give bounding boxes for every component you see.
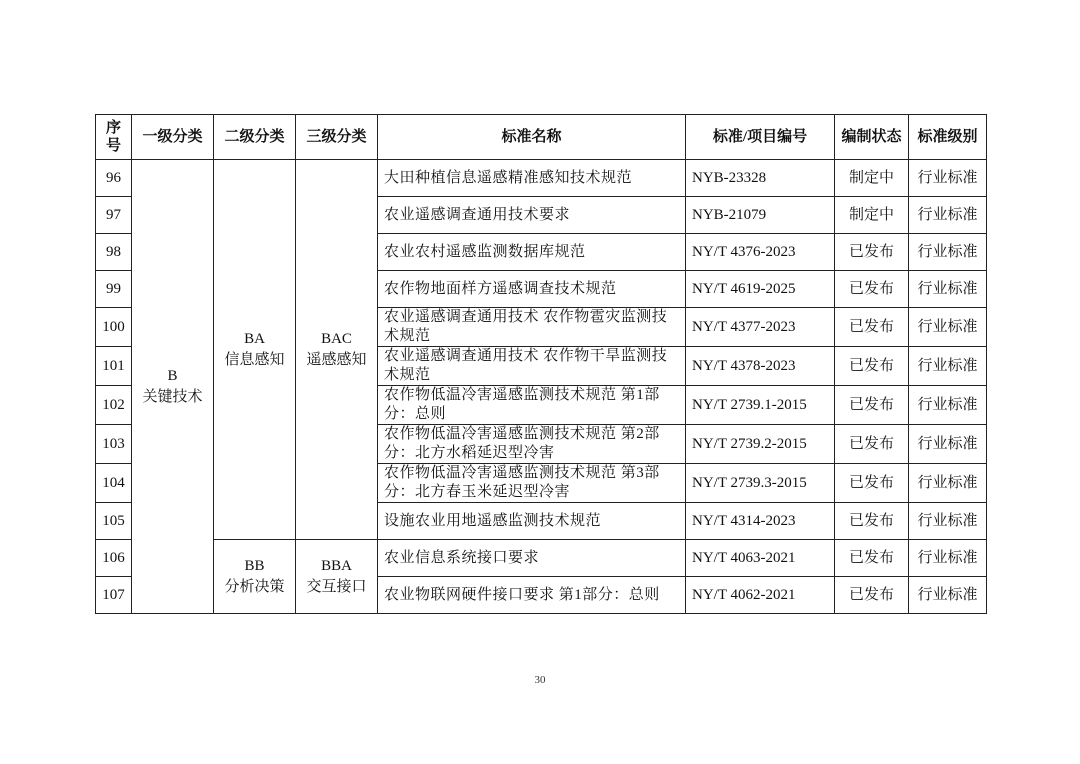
level2-cell-ba [214, 160, 296, 540]
level3-code: BAC [321, 330, 352, 347]
row-seq: 102 [96, 386, 132, 425]
row-seq: 96 [96, 160, 132, 197]
header-grade: 标准级别 [909, 115, 987, 160]
row-grade: 行业标准 [909, 347, 987, 386]
row-grade: 行业标准 [909, 386, 987, 425]
row-grade: 行业标准 [909, 234, 987, 271]
row-status: 已发布 [835, 234, 909, 271]
row-status: 已发布 [835, 386, 909, 425]
row-status: 已发布 [835, 271, 909, 308]
row-status: 已发布 [835, 540, 909, 577]
row-code: NY/T 4377-2023 [686, 308, 835, 347]
level1-label: 关键技术 [142, 388, 203, 405]
row-code: NY/T 4376-2023 [686, 234, 835, 271]
level3-code: BBA [321, 557, 352, 574]
row-seq: 99 [96, 271, 132, 308]
row-seq: 105 [96, 503, 132, 540]
row-seq: 103 [96, 425, 132, 464]
level2-code: BA [244, 330, 265, 347]
header-level3: 三级分类 [296, 115, 378, 160]
row-status: 已发布 [835, 308, 909, 347]
level1-group [138, 366, 207, 408]
level3-label: 遥感感知 [306, 351, 367, 368]
header-seq [96, 115, 132, 160]
row-grade: 行业标准 [909, 540, 987, 577]
header-status: 编制状态 [835, 115, 909, 160]
header-level1: 一级分类 [132, 115, 214, 160]
table-row [96, 160, 987, 197]
row-grade: 行业标准 [909, 577, 987, 614]
row-name: 农业遥感调查通用技术 农作物干旱监测技术规范 [378, 347, 686, 386]
row-grade: 行业标准 [909, 197, 987, 234]
row-seq: 100 [96, 308, 132, 347]
level2-cell-bb [214, 540, 296, 614]
header-row [96, 115, 987, 160]
header-code: 标准/项目编号 [686, 115, 835, 160]
row-seq: 97 [96, 197, 132, 234]
level2-label: 信息感知 [224, 351, 285, 368]
row-code: NY/T 2739.3-2015 [686, 464, 835, 503]
row-seq: 98 [96, 234, 132, 271]
row-status: 制定中 [835, 160, 909, 197]
level1-code: B [167, 367, 178, 384]
row-code: NY/T 4314-2023 [686, 503, 835, 540]
row-status: 制定中 [835, 197, 909, 234]
row-code: NYB-21079 [686, 197, 835, 234]
page-number: 30 [534, 674, 546, 686]
row-code: NY/T 4063-2021 [686, 540, 835, 577]
level3-group-bac [302, 329, 371, 371]
header-seq-text: 序 号 [105, 120, 121, 154]
row-name: 农业物联网硬件接口要求 第1部分：总则 [378, 577, 686, 614]
row-status: 已发布 [835, 503, 909, 540]
row-status: 已发布 [835, 425, 909, 464]
level2-code: BB [244, 557, 265, 574]
row-name: 农业信息系统接口要求 [378, 540, 686, 577]
level2-group-ba [220, 329, 289, 371]
row-grade: 行业标准 [909, 503, 987, 540]
level3-group-bba [302, 556, 371, 598]
row-code: NY/T 4619-2025 [686, 271, 835, 308]
row-name: 农业农村遥感监测数据库规范 [378, 234, 686, 271]
header-name: 标准名称 [378, 115, 686, 160]
row-seq: 101 [96, 347, 132, 386]
row-status: 已发布 [835, 577, 909, 614]
row-code: NY/T 2739.1-2015 [686, 386, 835, 425]
level3-cell-bac [296, 160, 378, 540]
row-name: 农作物低温冷害遥感监测技术规范 第2部分：北方水稻延迟型冷害 [378, 425, 686, 464]
row-name: 农作物低温冷害遥感监测技术规范 第3部分：北方春玉米延迟型冷害 [378, 464, 686, 503]
row-status: 已发布 [835, 347, 909, 386]
level3-label: 交互接口 [306, 578, 367, 595]
row-code: NYB-23328 [686, 160, 835, 197]
row-grade: 行业标准 [909, 425, 987, 464]
row-name: 农业遥感调查通用技术 农作物雹灾监测技术规范 [378, 308, 686, 347]
level2-label: 分析决策 [224, 578, 285, 595]
level3-cell-bba [296, 540, 378, 614]
row-seq: 104 [96, 464, 132, 503]
table-row [96, 540, 987, 577]
row-seq: 106 [96, 540, 132, 577]
row-name: 农作物地面样方遥感调查技术规范 [378, 271, 686, 308]
row-code: NY/T 4378-2023 [686, 347, 835, 386]
row-grade: 行业标准 [909, 464, 987, 503]
row-seq: 107 [96, 577, 132, 614]
row-grade: 行业标准 [909, 271, 987, 308]
row-code: NY/T 4062-2021 [686, 577, 835, 614]
standards-table [95, 114, 987, 614]
row-name: 设施农业用地遥感监测技术规范 [378, 503, 686, 540]
row-code: NY/T 2739.2-2015 [686, 425, 835, 464]
level2-group-bb [220, 556, 289, 598]
row-status: 已发布 [835, 464, 909, 503]
row-name: 大田种植信息遥感精准感知技术规范 [378, 160, 686, 197]
row-name: 农作物低温冷害遥感监测技术规范 第1部分：总则 [378, 386, 686, 425]
row-grade: 行业标准 [909, 308, 987, 347]
row-name: 农业遥感调查通用技术要求 [378, 197, 686, 234]
header-level2: 二级分类 [214, 115, 296, 160]
row-grade: 行业标准 [909, 160, 987, 197]
level1-cell [132, 160, 214, 614]
